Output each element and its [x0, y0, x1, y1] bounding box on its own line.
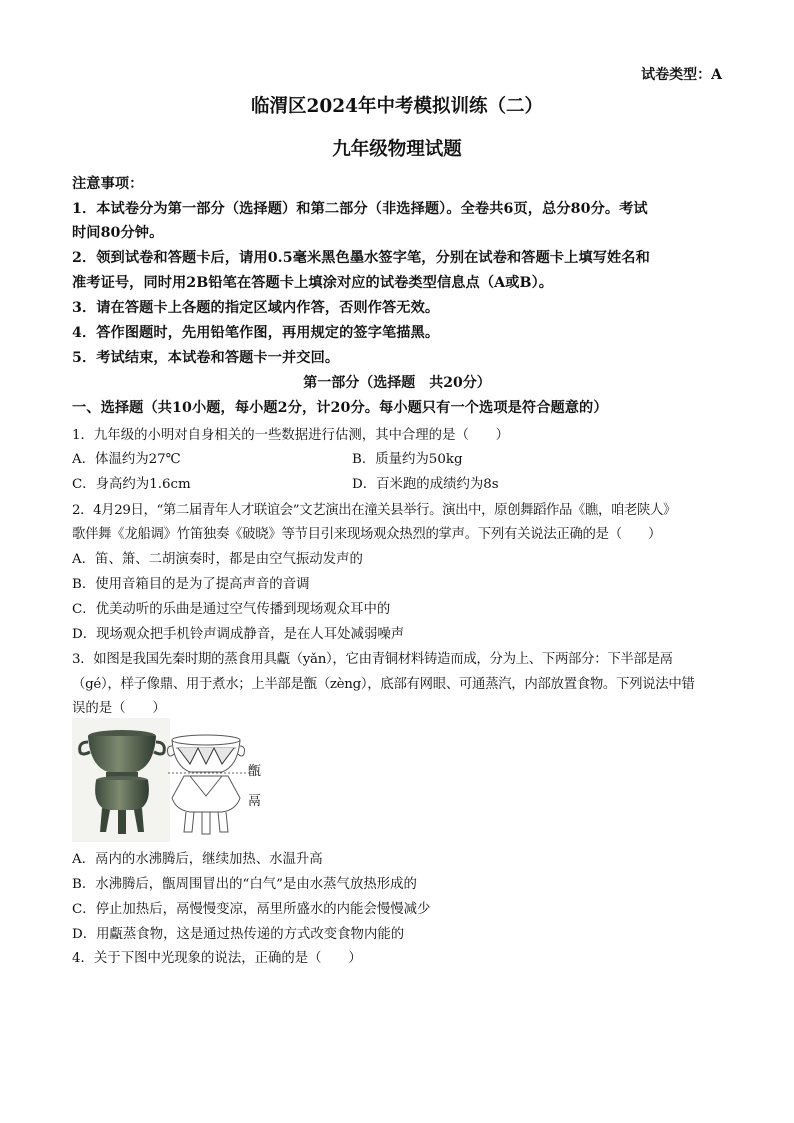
q1-stem: 1．九年级的小明对自身相关的一些数据进行估测，其中合理的是（ ）	[72, 428, 510, 443]
q1-option-a: A．体温约为27℃	[72, 452, 181, 467]
q3-option-a: A．鬲内的水沸腾后，继续加热、水温升高	[72, 852, 323, 867]
q2-option-a: A．笛、箫、二胡演奏时，都是由空气振动发声的	[72, 552, 363, 567]
notice-line: 4．答作图题时，先用铅笔作图，再用规定的签字笔描黑。	[72, 325, 440, 341]
bronze-vessel-photo	[72, 718, 170, 842]
notice-line: 3．请在答题卡上各题的指定区域内作答，否则作答无效。	[72, 300, 440, 316]
exam-title: 临渭区2024年中考模拟训练（二）	[251, 96, 543, 117]
notice-line: 时间80分钟。	[72, 225, 164, 241]
q3-stem: 误的是（ ）	[72, 701, 166, 716]
q3-option-b: B．水沸腾后，甑周围冒出的“白气”是由水蒸气放热形成的	[72, 877, 417, 892]
q4-stem: 4．关于下图中光现象的说法，正确的是（ ）	[72, 951, 362, 966]
paper-type: 试卷类型：A	[641, 67, 722, 83]
q3-option-c: C．停止加热后，鬲慢慢变凉，鬲里所盛水的内能会慢慢减少	[72, 902, 431, 917]
q1-option-d: D．百米跑的成绩约为8s	[352, 477, 499, 492]
q3-stem: 3．如图是我国先秦时期的蒸食用具甗（yǎn），它由青铜材料铸造而成，分为上、下两部分：下半部是鬲	[72, 652, 673, 667]
vessel-line-drawing	[168, 735, 245, 834]
q3-stem: （gé），样子像鼎、用于煮水；上半部是甑（zèng），底部有网眼、可通蒸汽，内部放置食物。下列说法中错	[72, 677, 695, 692]
q2-option-d: D．现场观众把手机铃声调成静音，是在人耳处减弱噪声	[72, 627, 405, 642]
q2-option-b: B．使用音箱目的是为了提高声音的音调	[72, 577, 310, 592]
part1-heading: 第一部分（选择题 共20分）	[303, 375, 491, 391]
exam-subtitle: 九年级物理试题	[332, 139, 462, 160]
yan-vessel-figure	[72, 718, 268, 842]
q2-stem: 歌伴舞《龙船调》竹笛独奏《破晓》等节目引来现场观众热烈的掌声。下列有关说法正确的是（ ）	[72, 527, 662, 542]
q2-stem: 2．4月29日，“第二届青年人才联谊会”文艺演出在潼关县举行。演出中，原创舞蹈作品《瞧，咱老陕人》	[72, 503, 676, 518]
section-title: 一、选择题（共10小题，每小题2分，计20分。每小题只有一个选项是符合题意的）	[72, 400, 608, 416]
figure-label-lower: 鬲	[248, 794, 262, 809]
q2-option-c: C．优美动听的乐曲是通过空气传播到现场观众耳中的	[72, 602, 391, 617]
notice-line: 1．本试卷分为第一部分（选择题）和第二部分（非选择题）。全卷共6页，总分80分。考试	[72, 201, 648, 217]
q1-option-b: B．质量约为50kg	[352, 452, 463, 467]
notice-line: 5．考试结束，本试卷和答题卡一并交回。	[72, 350, 340, 366]
notice-heading: 注意事项：	[72, 176, 144, 192]
q1-option-c: C．身高约为1.6cm	[72, 477, 191, 492]
notice-line: 准考证号，同时用2B铅笔在答题卡上填涂对应的试卷类型信息点（A或B）。	[72, 275, 554, 291]
yan-vessel-illustration	[72, 718, 268, 842]
figure-label-upper: 甑	[248, 764, 262, 779]
q3-option-d: D．用甗蒸食物，这是通过热传递的方式改变食物内能的	[72, 927, 405, 942]
notice-line: 2．领到试卷和答题卡后，请用0.5毫米黑色墨水签字笔，分别在试卷和答题卡上填写姓名和	[72, 250, 650, 266]
